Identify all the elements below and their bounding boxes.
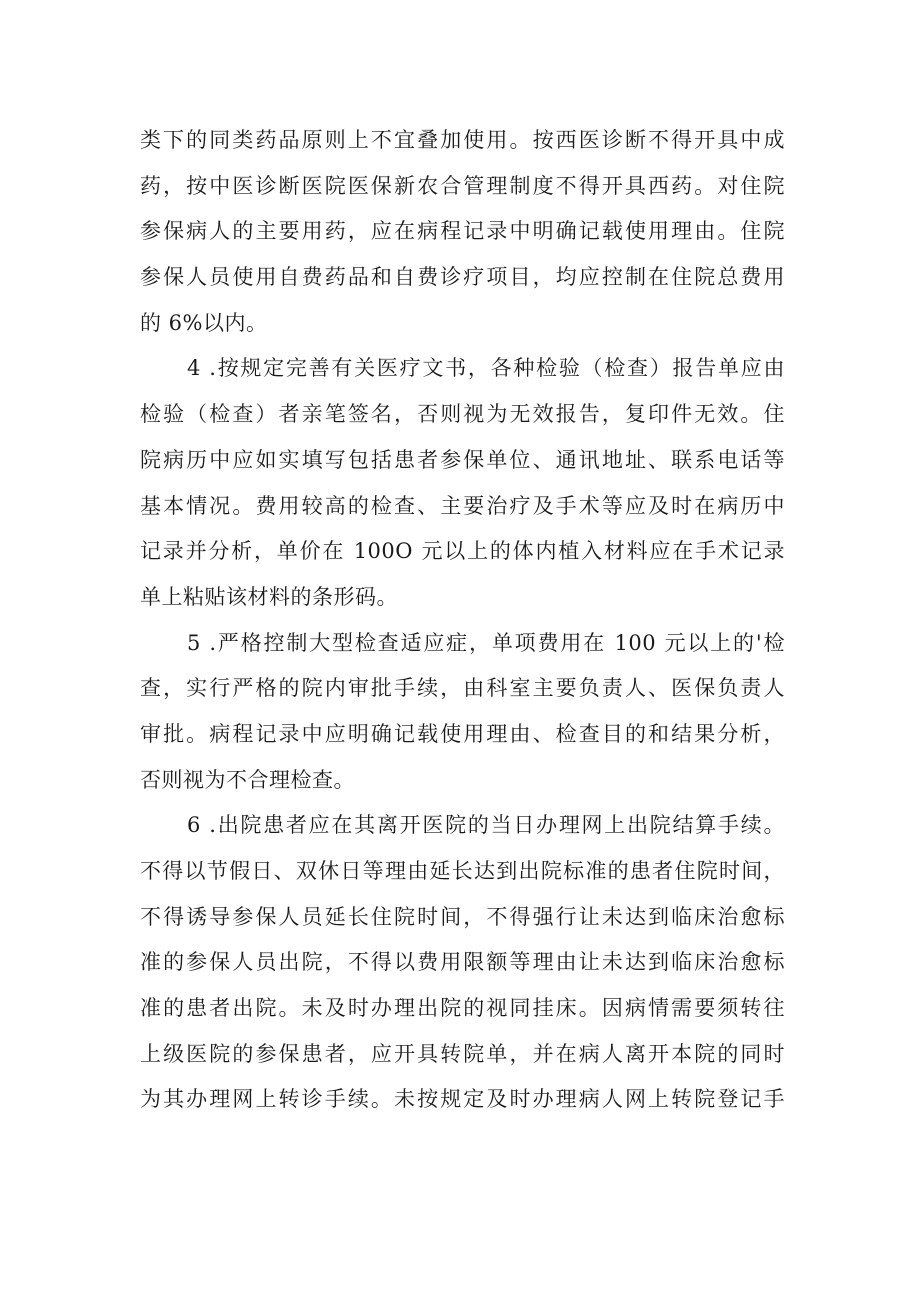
text-line: 为其办理网上转诊手续。未按规定及时办理病人网上转院登记手 [140, 1087, 785, 1112]
paragraph-item-4 [140, 346, 785, 620]
text-line: 检验（检查）者亲笔签名，否则视为无效报告，复印件无效。住 [140, 402, 785, 427]
paragraph-item-5 [140, 621, 785, 804]
text-line: 记录并分析，单价在 100O 元以上的体内植入材料应在手术记录 [140, 539, 785, 564]
body-text [140, 118, 785, 1123]
text-line: 不得诱导参保人员延长住院时间，不得强行让未达到临床治愈标 [140, 904, 785, 929]
text-line: 准的患者出院。未及时办理出院的视同挂床。因病情需要须转往 [140, 996, 785, 1021]
text-line: 审批。病程记录中应明确记载使用理由、检查目的和结果分析， [140, 721, 785, 746]
text-line: 参保人员使用自费药品和自费诊疗项目，均应控制在住院总费用 [140, 265, 785, 290]
text-line: 基本情况。费用较高的检查、主要治疗及手术等应及时在病历中 [140, 493, 785, 518]
text-line: 不得以节假日、双休日等理由延长达到出院标准的患者住院时间， [140, 859, 785, 883]
text-line: 查，实行严格的院内审批手续，由科室主要负责人、医保负责人 [140, 676, 785, 701]
text-line: 准的参保人员出院，不得以费用限额等理由让未达到临床治愈标 [140, 950, 785, 975]
text-line: 上级医院的参保患者，应开具转院单，并在病人离开本院的同时 [140, 1041, 785, 1066]
text-line: 5 .严格控制大型检查适应症，单项费用在 100 元以上的'检 [187, 630, 785, 655]
paragraph-continuation [140, 118, 785, 346]
text-line: 的 6%以内。 [140, 310, 268, 335]
text-line: 否则视为不合理检查。 [140, 767, 355, 792]
text-line: 单上粘贴该材料的条形码。 [140, 584, 398, 609]
text-line: 4 .按规定完善有关医疗文书，各种检验（检查）报告单应由 [187, 356, 785, 381]
text-line: 类下的同类药品原则上不宜叠加使用。按西医诊断不得开具中成 [140, 128, 785, 152]
text-line: 院病历中应如实填写包括患者参保单位、通讯地址、联系电话等 [140, 447, 785, 472]
paragraph-item-6 [140, 803, 785, 1123]
text-line: 药，按中医诊断医院医保新农合管理制度不得开具西药。对住院 [140, 173, 785, 198]
text-line: 参保病人的主要用药，应在病程记录中明确记载使用理由。住院 [140, 219, 785, 244]
text-line: 6 .出院患者应在其离开医院的当日办理网上出院结算手续。 [187, 813, 785, 838]
